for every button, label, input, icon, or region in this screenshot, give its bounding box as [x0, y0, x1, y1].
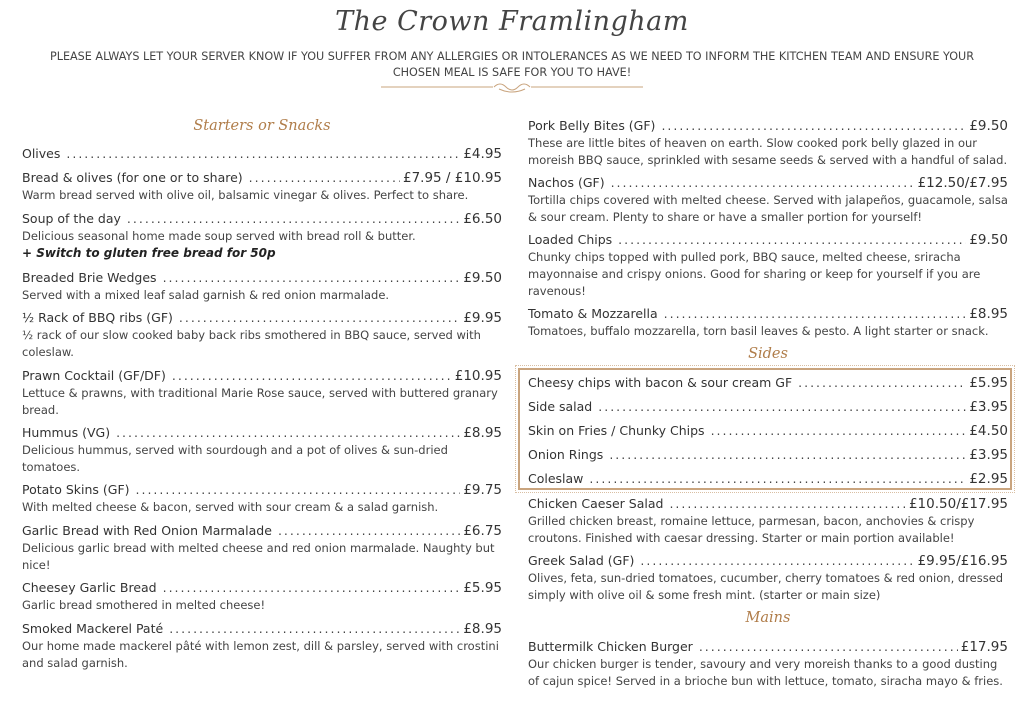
section-title-sides: Sides — [748, 346, 788, 362]
menu-item — [528, 117, 1008, 169]
item-description: Our home made mackerel pâté with lemon zest, dill & parsley, served with crostini and salad garnish. — [22, 639, 499, 670]
side-item — [528, 374, 1008, 392]
item-name: Garlic Bread with Red Onion Marmalade — [22, 523, 272, 538]
item-description: With melted cheese & bacon, served with sour cream & a salad garnish. — [22, 500, 439, 514]
item-name: Loaded Chips — [528, 232, 613, 247]
side-item — [528, 446, 1008, 464]
item-name: Prawn Cocktail (GF/DF) — [22, 368, 166, 383]
restaurant-title: The Crown Framlingham — [335, 6, 689, 37]
item-description: Tomatoes, buffalo mozzarella, torn basil leaves & pesto. A light starter or snack. — [528, 324, 989, 338]
item-price: £8.95 — [969, 306, 1008, 322]
ornament-divider — [381, 80, 643, 94]
item-price: £4.95 — [463, 146, 502, 162]
item-price: £6.50 — [463, 211, 502, 227]
item-name: Hummus (VG) — [22, 425, 111, 440]
menu-item — [528, 495, 1008, 547]
item-price: £9.75 — [463, 482, 502, 498]
item-price: £3.95 — [969, 447, 1008, 463]
menu-item — [22, 269, 502, 304]
item-price: £10.95 — [454, 368, 502, 384]
item-description: Delicious hummus, served with sourdough and a pot of olives & sun-dried tomatoes. — [22, 443, 448, 474]
item-price: £9.50 — [969, 118, 1008, 134]
menu-item — [22, 309, 502, 361]
item-description: Tortilla chips covered with melted cheese. Served with jalapeños, guacamole, salsa & sour cream. Plenty to share or have a smaller portion for yourself! — [528, 193, 1008, 224]
item-description: Warm bread served with olive oil, balsamic vinegar & olives. Perfect to share. — [22, 188, 469, 202]
item-name: Bread & olives (for one or to share) — [22, 170, 243, 185]
item-description: These are little bites of heaven on earth. Slow cooked pork belly glazed in our moreish BBQ sauce, sprinkled with sesame seeds & served with a handful of salad. — [528, 136, 1008, 167]
item-name: Skin on Fries / Chunky Chips — [528, 423, 705, 438]
menu-item — [22, 367, 502, 419]
item-name: Cheesy chips with bacon & sour cream GF — [528, 375, 793, 390]
item-price: £9.50 — [969, 232, 1008, 248]
item-price: £12.50/£7.95 — [917, 175, 1008, 191]
item-price: £2.95 — [969, 471, 1008, 487]
item-price: £9.50 — [463, 270, 502, 286]
menu-item — [22, 145, 502, 163]
menu-item — [22, 169, 502, 204]
side-item — [528, 398, 1008, 416]
item-price: £8.95 — [463, 425, 502, 441]
item-description: ½ rack of our slow cooked baby back ribs smothered in BBQ sauce, served with coleslaw. — [22, 328, 481, 359]
item-name: Olives — [22, 146, 61, 161]
item-description: Delicious seasonal home made soup served with bread roll & butter. — [22, 229, 416, 243]
menu-item — [22, 620, 502, 672]
item-name: Greek Salad (GF) — [528, 553, 635, 568]
item-price: £8.95 — [463, 621, 502, 637]
item-name: Side salad — [528, 399, 593, 414]
item-price: £9.95/£16.95 — [917, 553, 1008, 569]
item-description: Garlic bread smothered in melted cheese! — [22, 598, 266, 612]
allergy-notice: PLEASE ALWAYS LET YOUR SERVER KNOW IF YOU SUFFER FROM ANY ALLERGIES OR INTOLERANCES AS WE NEED TO INFORM THE KITCHEN TEAM AND ENSURE YOUR CHOSEN MEAL IS SAFE FOR YOU TO HAVE! — [49, 50, 975, 79]
menu-item — [22, 579, 502, 614]
menu-item — [528, 231, 1008, 300]
item-name: Potato Skins (GF) — [22, 482, 130, 497]
item-name: Nachos (GF) — [528, 175, 605, 190]
menu-item — [528, 174, 1008, 226]
menu-item — [22, 210, 502, 262]
item-price: £4.50 — [969, 423, 1008, 439]
item-price: £5.95 — [969, 375, 1008, 391]
menu-item — [22, 424, 502, 476]
item-name: Chicken Caeser Salad — [528, 496, 664, 511]
section-title-mains: Mains — [745, 610, 791, 626]
item-name: Onion Rings — [528, 447, 604, 462]
item-name: Soup of the day — [22, 211, 121, 226]
item-price: £7.95 / £10.95 — [402, 170, 502, 186]
item-description: Olives, feta, sun-dried tomatoes, cucumber, cherry tomatoes & red onion, dressed simply with olive oil & some fresh mint. (starter or main size) — [528, 571, 1004, 602]
item-name: ½ Rack of BBQ ribs (GF) — [22, 310, 173, 325]
item-description: Lettuce & prawns, with traditional Marie Rose sauce, served with buttered granary bread. — [22, 386, 498, 417]
menu-item — [22, 522, 502, 574]
side-item — [528, 470, 1008, 488]
item-description: Served with a mixed leaf salad garnish & red onion marmalade. — [22, 288, 390, 302]
item-description: Delicious garlic bread with melted cheese and red onion marmalade. Naughty but nice! — [22, 541, 495, 572]
item-description: Chunky chips topped with pulled pork, BBQ sauce, melted cheese, sriracha mayonnaise and crispy onions. Good for sharing or keep for yourself if you are ravenous! — [528, 250, 981, 298]
item-name: Breaded Brie Wedges — [22, 270, 157, 285]
item-price: £17.95 — [960, 639, 1008, 655]
item-name: Buttermilk Chicken Burger — [528, 639, 693, 654]
item-price: £10.50/£17.95 — [908, 496, 1008, 512]
menu-item — [528, 305, 1008, 340]
item-price: £5.95 — [463, 580, 502, 596]
menu-item — [22, 481, 502, 516]
item-name: Tomato & Mozzarella — [528, 306, 658, 321]
gluten-free-option: + Switch to gluten free bread for 50p — [22, 246, 276, 260]
section-title-starters: Starters or Snacks — [193, 118, 331, 134]
item-price: £9.95 — [463, 310, 502, 326]
item-description: Our chicken burger is tender, savoury and very moreish thanks to a good dusting of cajun spice! Served in a brioche bun with lettuce, tomato, siracha mayo & fries. — [528, 657, 1003, 688]
item-name: Smoked Mackerel Paté — [22, 621, 164, 636]
item-description: Grilled chicken breast, romaine lettuce, parmesan, bacon, anchovies & crispy croutons. Finished with caesar dressing. Starter or main portion available! — [528, 514, 975, 545]
item-price: £3.95 — [969, 399, 1008, 415]
menu-item — [528, 638, 1008, 690]
item-name: Pork Belly Bites (GF) — [528, 118, 656, 133]
item-name: Cheesey Garlic Bread — [22, 580, 157, 595]
menu-item — [528, 552, 1008, 604]
side-item — [528, 422, 1008, 440]
item-price: £6.75 — [463, 523, 502, 539]
item-name: Coleslaw — [528, 471, 584, 486]
